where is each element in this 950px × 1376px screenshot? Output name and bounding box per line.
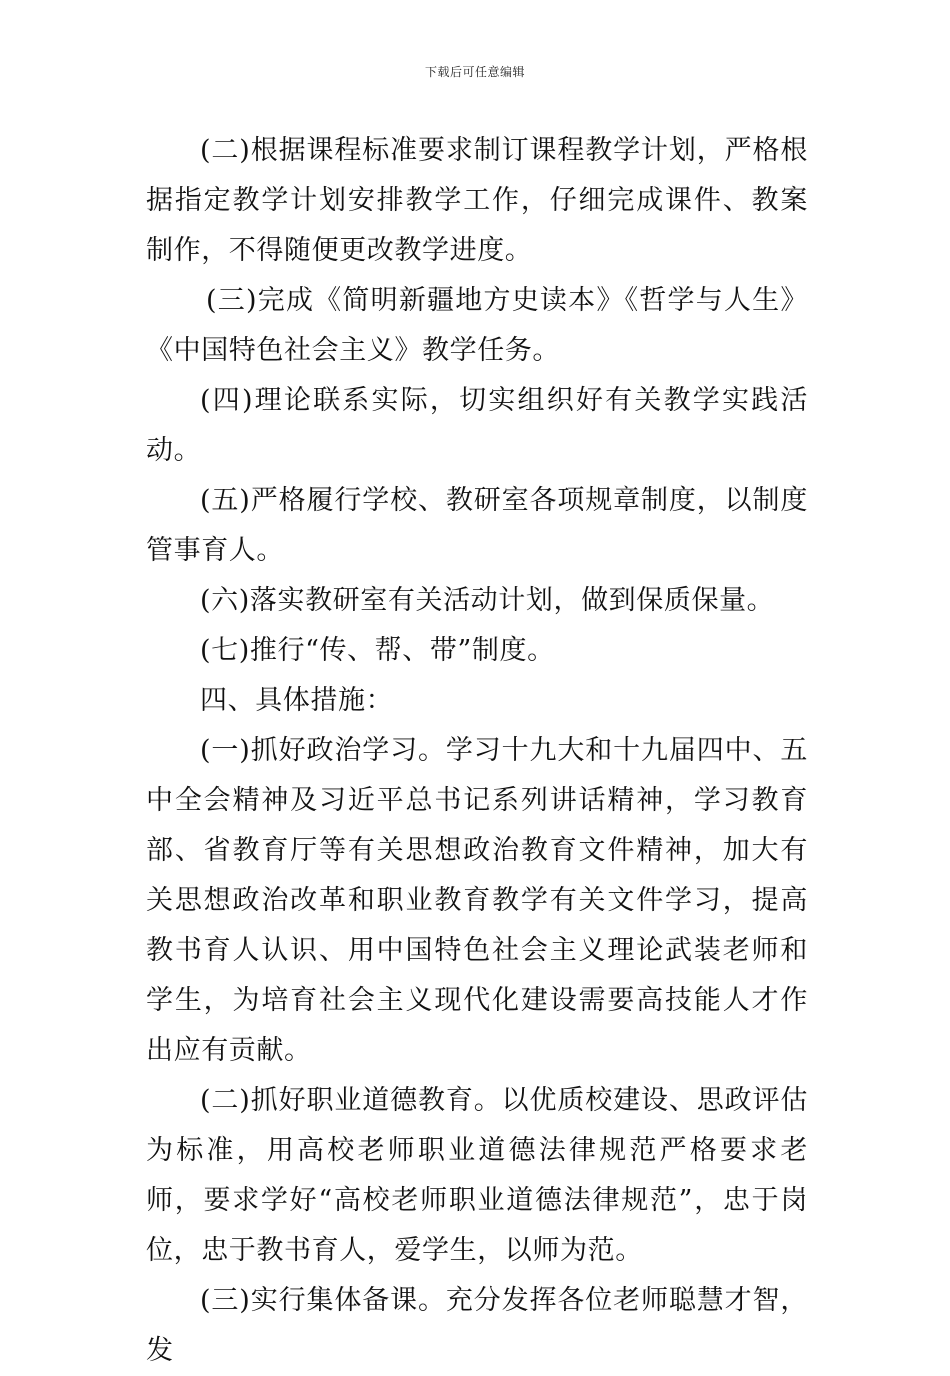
paragraph-measure-2-ethics: (二)抓好职业道德教育。以优质校建设、思政评估为标准，用高校老师职业道德法律规范严格要求老师，要求学好“高校老师职业道德法律规范”，忠于岗位，忠于教书育人，爱学生，以师为范。 [146,1085,808,1266]
paragraph-7-mentoring: (七)推行“传、帮、带”制度。 [200,635,555,666]
paragraph-2-teaching-plan: (二)根据课程标准要求制订课程教学计划，严格根据指定教学计划安排教学工作，仔细完成课件、教案制作，不得随便更改教学进度。 [146,135,808,266]
paragraph-measure-3-collective-prep: (三)实行集体备课。充分发挥各位老师聪慧才智，发 [146,1285,808,1366]
section-heading-measures: 四、具体措施： [200,685,394,716]
paragraph-6-activity-plan: (六)落实教研室有关活动计划，做到保质保量。 [200,585,775,616]
paragraph-4-practice: (四)理论联系实际，切实组织好有关教学实践活动。 [146,385,808,466]
paragraph-5-regulations: (五)严格履行学校、教研室各项规章制度，以制度管事育人。 [146,485,808,566]
paragraph-measure-1-political-study: (一)抓好政治学习。学习十九大和十九届四中、五中全会精神及习近平总书记系列讲话精神，学习教育部、省教育厅等有关思想政治教育文件精神，加大有关思想政治改革和职业教育教学有关文件学习，提高教书育人认识、用中国特色社会主义理论武装老师和学生，为培育社会主义现代化建设需要高技能人才作出应有贡献。 [146,735,808,1066]
document-body [146,126,808,1376]
page-header-note: 下载后可任意编辑 [424,65,525,79]
paragraph-3-teaching-tasks: (三)完成《简明新疆地方史读本》《哲学与人生》《中国特色社会主义》教学任务。 [146,285,808,366]
